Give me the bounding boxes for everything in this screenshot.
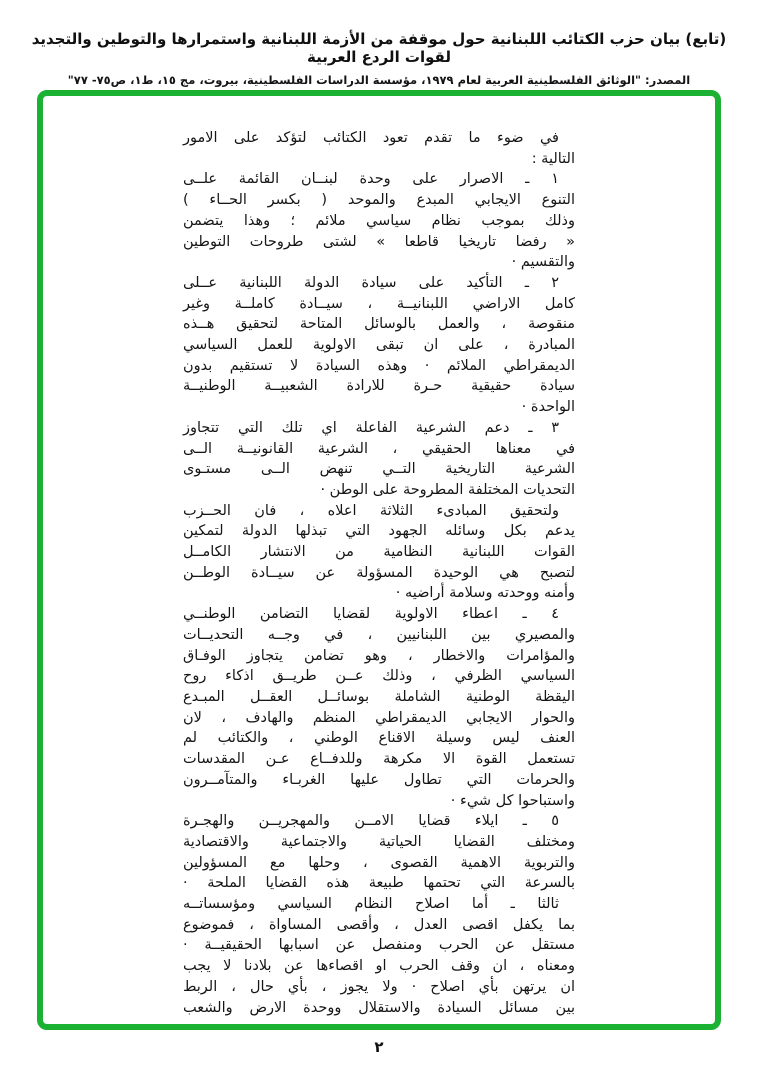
text-line: والحوار الايجابي الديمقراطي المنظم والهادف ، لان [183, 709, 575, 726]
text-line: ثالثا ـ أما اصلاح النظام السياسي ومؤسساتــه [183, 896, 559, 913]
text-line: سيادة حقيقية حـرة للارادة الشعبيــة الوطنيــة [183, 378, 575, 395]
text-line: لتصبح هي الوحيدة المسؤولة عن سيــادة الوطــن [183, 564, 575, 581]
text-line: بالسرعة التي تحتمها طبيعة هذه القضايا الملحة · [183, 875, 575, 892]
text-line: كامل الاراضي اللبنانيــة ، سيــادة كاملــة وغير [183, 295, 575, 312]
scan-text-column [183, 128, 575, 1018]
text-line: السياسي الظرفي ، وذلك عــن طريــق اذكاء روح [183, 668, 575, 685]
header-source: المصدر: "الوثائق الفلسطينية العربية لعام ١٩٧٩، مؤسسة الدراسات الفلسطينية، بيروت، مج ١٥، ط١، ص٧٥- ٧٧" [67, 73, 691, 87]
header-title: (تابع) بيان حزب الكتائب اللبنانية حول موقفة من الأزمة اللبنانية واستمرارها والتوطين والتجديد لقوات الردع العربية [31, 30, 727, 66]
text-line: ١ ـ الاصرار على وحدة لبنــان القائمة علــى [183, 171, 559, 188]
scan-frame [37, 90, 721, 1030]
text-line: ٢ ـ التأكيد على سيادة الدولة اللبنانية عــلى [183, 274, 559, 291]
text-line: الشرعية التاريخية التــي تنهض الــى مستـوى [183, 461, 575, 478]
text-line: ومختلف القضايا الحياتية والاجتماعية والاقتصادية [183, 833, 575, 850]
text-line: تستعمل القوة الا مكرهة وللدفــاع عـن المقدسات [183, 751, 575, 768]
text-line: وأمنه ووحدته وسلامة أراضيه · [395, 585, 575, 602]
text-line: في معناها الحقيقي ، الشرعية القانونيــة الــى [183, 440, 575, 457]
text-line: والمصيري بين اللبنانيين ، في وجــه التحديــات [183, 626, 575, 643]
text-line: والتربوية الاهمية القصوى ، وحلها مع المسؤولين [183, 854, 575, 871]
text-line: الواحدة · [521, 399, 575, 416]
text-line: وذلك بموجب نظام سياسي ملائم ؛ وهذا يتضمن [183, 212, 575, 229]
text-line: ٥ ـ ايلاء قضايا الامــن والمهجريــن والهجـرة [183, 813, 559, 830]
text-line: والتقسيم · [511, 254, 575, 271]
text-line: ومعناه ، ان وقف الحرب او اقصاءها عن بلادنا لا يجب [183, 958, 575, 975]
text-line: ٤ ـ اعطاء الاولوية لقضايا التضامن الوطنــي [183, 606, 559, 623]
text-line: والحرمات التي تطاول عليها الغربـاء والمتآمــرون [183, 771, 575, 788]
text-line: ان يرتهن بأي اصلاح · ولا يجوز ، بأي حال ، الربط [183, 978, 575, 995]
text-line: ٣ ـ دعم الشرعية الفاعلة اي تلك التي تتجاوز [183, 419, 559, 436]
text-line: القوات اللبنانية النظامية من الانتشار الكامــل [183, 544, 575, 561]
text-line: منقوصة ، والعمل بالوسائل المتاحة لتحقيق هــذه [183, 316, 575, 333]
text-line: والمؤامرات والاخطار ، وهو تضامن يتجاوز الوفـاق [183, 647, 575, 664]
text-line: بين مسائل السيادة والاستقلال ووحدة الارض والشعب [183, 999, 575, 1016]
text-line: واستباحوا كل شيء · [450, 792, 575, 809]
text-line: مستقل عن الحرب ومنفصل عن اسبابها الحقيقيــة · [183, 937, 575, 954]
document-header [0, 30, 758, 87]
text-line: ولتحقيق المبادىء الثلاثة اعلاه ، فان الحــزب [183, 502, 559, 519]
page-number: ٢ [374, 1038, 384, 1056]
text-line: التحديات المختلفة المطروحة على الوطن · [320, 481, 575, 498]
text-line: يدعم بكل وسائله الجهود التي تبذلها الدولة لتمكين [183, 523, 575, 540]
text-line: التالية : [531, 150, 575, 167]
text-line: اليقظة الوطنية الشاملة بوسائــل العقــل المبـدع [183, 688, 575, 705]
text-line: التنوع الايجابي المبدع والموحد ( بكسر الحــاء ) [183, 192, 575, 209]
text-line: المبادرة ، على ان تبقى الاولوية للعمل السياسي [183, 337, 575, 354]
text-line: بما يكفل اقصى العدل ، وأقصى المساواة ، فموضوع [183, 916, 575, 933]
text-line: العنف ليس وسيلة الاقناع الوطني ، والكتائب لم [183, 730, 575, 747]
text-line: الديمقراطي الملائم · وهذه السيادة لا تستقيم بدون [183, 357, 575, 374]
text-line: في ضوء ما تقدم تعود الكتائب لتؤكد على الامور [183, 130, 559, 146]
text-line: « رفضا تاريخيا قاطعا » لشتى طروحات التوطين [183, 233, 575, 250]
